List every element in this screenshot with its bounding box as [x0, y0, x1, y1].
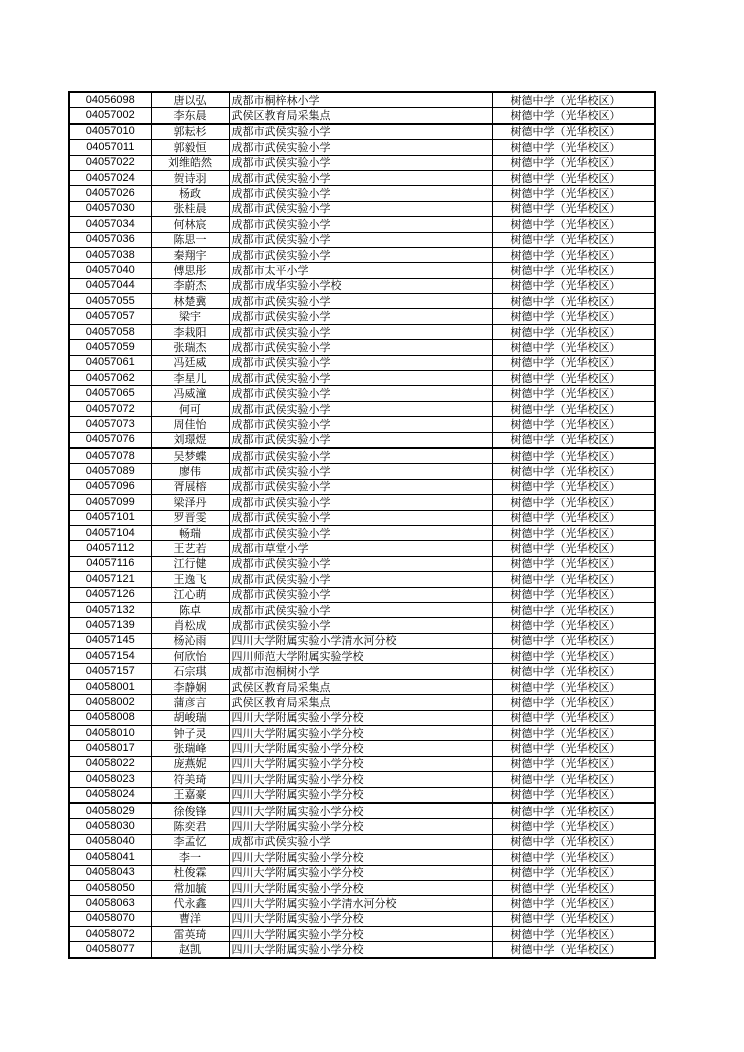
table-row [69, 355, 655, 370]
school-cell: 四川大学附属实验小学分校 [229, 803, 492, 819]
school-cell: 四川大学附属实验小学分校 [229, 741, 492, 756]
school-cell: 成都市武侯实验小学 [229, 309, 492, 324]
table-row [69, 170, 655, 185]
school-cell: 武侯区教育局采集点 [229, 108, 492, 124]
school-cell: 成都市桐梓林小学 [229, 92, 492, 108]
admitted-school-cell: 树德中学（光华校区） [492, 525, 655, 540]
table-row [69, 618, 655, 633]
student-id-cell: 04057024 [69, 170, 151, 185]
admitted-school-cell: 树德中学（光华校区） [492, 756, 655, 771]
school-cell: 成都市武侯实验小学 [229, 556, 492, 571]
student-name-cell: 李蔚杰 [151, 278, 229, 293]
student-name-cell: 何欣怡 [151, 649, 229, 664]
admitted-school-cell: 树德中学（光华校区） [492, 772, 655, 787]
student-name-cell: 冯廷威 [151, 355, 229, 370]
school-cell: 四川师范大学附属实验学校 [229, 649, 492, 664]
student-name-cell: 李孟忆 [151, 834, 229, 849]
student-id-cell: 04057145 [69, 633, 151, 648]
student-id-cell: 04058077 [69, 942, 151, 958]
student-id-cell: 04057026 [69, 186, 151, 201]
school-cell: 成都市武侯实验小学 [229, 525, 492, 540]
school-cell: 成都市武侯实验小学 [229, 124, 492, 140]
table-row [69, 495, 655, 510]
student-name-cell: 郭耘杉 [151, 124, 229, 140]
school-cell: 四川大学附属实验小学分校 [229, 942, 492, 958]
student-name-cell: 罗晋雯 [151, 510, 229, 525]
admitted-school-cell: 树德中学（光华校区） [492, 679, 655, 694]
student-name-cell: 代永鑫 [151, 896, 229, 911]
admitted-school-cell: 树德中学（光华校区） [492, 170, 655, 185]
admitted-school-cell: 树德中学（光华校区） [492, 340, 655, 355]
student-id-cell: 04058017 [69, 741, 151, 756]
school-cell: 成都市武侯实验小学 [229, 324, 492, 339]
school-cell: 四川大学附属实验小学分校 [229, 726, 492, 741]
student-name-cell: 张瑞峰 [151, 741, 229, 756]
table-row [69, 340, 655, 355]
student-id-cell: 04057061 [69, 355, 151, 370]
table-row [69, 649, 655, 664]
school-cell: 成都市武侯实验小学 [229, 355, 492, 370]
student-name-cell: 冯威潼 [151, 386, 229, 401]
student-name-cell: 杨沁雨 [151, 633, 229, 648]
school-cell: 成都市武侯实验小学 [229, 602, 492, 617]
student-id-cell: 04058008 [69, 710, 151, 725]
student-id-cell: 04057089 [69, 464, 151, 479]
school-cell: 成都市武侯实验小学 [229, 510, 492, 525]
student-name-cell: 李静娴 [151, 679, 229, 694]
student-id-cell: 04056098 [69, 92, 151, 108]
student-id-cell: 04057057 [69, 309, 151, 324]
student-name-cell: 何林宸 [151, 217, 229, 232]
admitted-school-cell: 树德中学（光华校区） [492, 108, 655, 124]
student-name-cell: 梁宇 [151, 309, 229, 324]
student-name-cell: 钟子灵 [151, 726, 229, 741]
student-name-cell: 王逸飞 [151, 572, 229, 587]
student-name-cell: 郭毅恒 [151, 140, 229, 155]
student-id-cell: 04057076 [69, 432, 151, 448]
student-id-cell: 04058041 [69, 850, 151, 865]
student-id-cell: 04058072 [69, 927, 151, 942]
student-name-cell: 唐以弘 [151, 92, 229, 108]
table-row [69, 479, 655, 494]
admitted-school-cell: 树德中学（光华校区） [492, 371, 655, 386]
table-row [69, 664, 655, 679]
student-name-cell: 石宗琪 [151, 664, 229, 679]
admitted-school-cell: 树德中学（光华校区） [492, 140, 655, 155]
admitted-school-cell: 树德中学（光华校区） [492, 124, 655, 140]
student-id-cell: 04057055 [69, 294, 151, 309]
student-id-cell: 04057038 [69, 247, 151, 262]
student-name-cell: 王艺若 [151, 541, 229, 556]
table-row [69, 278, 655, 293]
school-cell: 成都市武侯实验小学 [229, 217, 492, 232]
student-name-cell: 陈卓 [151, 602, 229, 617]
admitted-school-cell: 树德中学（光华校区） [492, 896, 655, 911]
school-cell: 成都市武侯实验小学 [229, 140, 492, 155]
admitted-school-cell: 树德中学（光华校区） [492, 294, 655, 309]
school-cell: 成都市武侯实验小学 [229, 371, 492, 386]
school-cell: 成都市武侯实验小学 [229, 186, 492, 201]
school-cell: 成都市武侯实验小学 [229, 170, 492, 185]
table-row [69, 602, 655, 617]
admitted-school-cell: 树德中学（光华校区） [492, 495, 655, 510]
admitted-school-cell: 树德中学（光华校区） [492, 232, 655, 247]
school-cell: 四川大学附属实验小学分校 [229, 772, 492, 787]
table-row [69, 386, 655, 401]
admitted-school-cell: 树德中学（光华校区） [492, 834, 655, 849]
admitted-school-cell: 树德中学（光华校区） [492, 92, 655, 108]
school-cell: 成都市成华实验小学校 [229, 278, 492, 293]
admitted-school-cell: 树德中学（光华校区） [492, 850, 655, 865]
table-row [69, 850, 655, 865]
admitted-school-cell: 树德中学（光华校区） [492, 432, 655, 448]
table-row [69, 371, 655, 386]
student-name-cell: 王嘉豪 [151, 787, 229, 803]
admitted-school-cell: 树德中学（光华校区） [492, 602, 655, 617]
admitted-school-cell: 树德中学（光华校区） [492, 942, 655, 958]
admitted-school-cell: 树德中学（光华校区） [492, 618, 655, 633]
table-row [69, 124, 655, 140]
school-cell: 四川大学附属实验小学分校 [229, 927, 492, 942]
student-name-cell: 雷英琦 [151, 927, 229, 942]
school-cell: 成都市武侯实验小学 [229, 294, 492, 309]
table-row [69, 819, 655, 834]
school-cell: 四川大学附属实验小学分校 [229, 710, 492, 725]
admitted-school-cell: 树德中学（光华校区） [492, 741, 655, 756]
admitted-school-cell: 树德中学（光华校区） [492, 510, 655, 525]
student-id-cell: 04058001 [69, 679, 151, 694]
student-id-cell: 04057022 [69, 155, 151, 170]
school-cell: 成都市武侯实验小学 [229, 340, 492, 355]
student-name-cell: 刘璟煜 [151, 432, 229, 448]
student-id-cell: 04058043 [69, 865, 151, 880]
table-row [69, 772, 655, 787]
student-id-cell: 04057132 [69, 602, 151, 617]
admitted-school-cell: 树德中学（光华校区） [492, 247, 655, 262]
student-name-cell: 秦翔宇 [151, 247, 229, 262]
table-row [69, 756, 655, 771]
table-row [69, 710, 655, 725]
student-name-cell: 刘维皓然 [151, 155, 229, 170]
student-id-cell: 04057011 [69, 140, 151, 155]
school-cell: 成都市武侯实验小学 [229, 232, 492, 247]
student-name-cell: 张瑞杰 [151, 340, 229, 355]
student-name-cell: 江行健 [151, 556, 229, 571]
school-cell: 四川大学附属实验小学分校 [229, 850, 492, 865]
student-name-cell: 蒲彦言 [151, 695, 229, 710]
school-cell: 成都市武侯实验小学 [229, 201, 492, 216]
table-row [69, 726, 655, 741]
student-name-cell: 庞燕妮 [151, 756, 229, 771]
student-id-cell: 04057121 [69, 572, 151, 587]
admitted-school-cell: 树德中学（光华校区） [492, 880, 655, 895]
student-admission-table [68, 91, 656, 959]
table-row [69, 572, 655, 587]
student-id-cell: 04058063 [69, 896, 151, 911]
admitted-school-cell: 树德中学（光华校区） [492, 664, 655, 679]
student-id-cell: 04058024 [69, 787, 151, 803]
student-id-cell: 04058029 [69, 803, 151, 819]
table-row [69, 741, 655, 756]
admitted-school-cell: 树德中学（光华校区） [492, 787, 655, 803]
admitted-school-cell: 树德中学（光华校区） [492, 927, 655, 942]
student-id-cell: 04057059 [69, 340, 151, 355]
table-row [69, 865, 655, 880]
student-id-cell: 04057044 [69, 278, 151, 293]
school-cell: 四川大学附属实验小学清水河分校 [229, 633, 492, 648]
student-id-cell: 04057036 [69, 232, 151, 247]
admitted-school-cell: 树德中学（光华校区） [492, 309, 655, 324]
table-body [69, 92, 655, 958]
student-name-cell: 胥展榕 [151, 479, 229, 494]
student-name-cell: 曹洋 [151, 911, 229, 926]
admitted-school-cell: 树德中学（光华校区） [492, 201, 655, 216]
student-name-cell: 杨政 [151, 186, 229, 201]
admitted-school-cell: 树德中学（光华校区） [492, 324, 655, 339]
student-name-cell: 陈奕君 [151, 819, 229, 834]
student-id-cell: 04058050 [69, 880, 151, 895]
school-cell: 成都市武侯实验小学 [229, 432, 492, 448]
school-cell: 四川大学附属实验小学分校 [229, 756, 492, 771]
student-name-cell: 梁泽丹 [151, 495, 229, 510]
table-row [69, 525, 655, 540]
school-cell: 四川大学附属实验小学分校 [229, 787, 492, 803]
student-name-cell: 李星儿 [151, 371, 229, 386]
school-cell: 武侯区教育局采集点 [229, 695, 492, 710]
student-name-cell: 李一 [151, 850, 229, 865]
admitted-school-cell: 树德中学（光华校区） [492, 865, 655, 880]
student-id-cell: 04057010 [69, 124, 151, 140]
admitted-school-cell: 树德中学（光华校区） [492, 911, 655, 926]
table-row [69, 432, 655, 448]
school-cell: 四川大学附属实验小学分校 [229, 911, 492, 926]
table-row [69, 201, 655, 216]
admitted-school-cell: 树德中学（光华校区） [492, 417, 655, 432]
student-id-cell: 04057065 [69, 386, 151, 401]
admitted-school-cell: 树德中学（光华校区） [492, 401, 655, 416]
table-row [69, 448, 655, 464]
admitted-school-cell: 树德中学（光华校区） [492, 355, 655, 370]
admitted-school-cell: 树德中学（光华校区） [492, 587, 655, 602]
table-row [69, 911, 655, 926]
school-cell: 成都市武侯实验小学 [229, 401, 492, 416]
school-cell: 成都市武侯实验小学 [229, 572, 492, 587]
student-id-cell: 04057062 [69, 371, 151, 386]
student-name-cell: 吴梦蝶 [151, 448, 229, 464]
school-cell: 成都市武侯实验小学 [229, 386, 492, 401]
admitted-school-cell: 树德中学（光华校区） [492, 819, 655, 834]
admitted-school-cell: 树德中学（光华校区） [492, 186, 655, 201]
school-cell: 成都市武侯实验小学 [229, 155, 492, 170]
table-row [69, 587, 655, 602]
student-name-cell: 周佳怡 [151, 417, 229, 432]
student-name-cell: 常加毓 [151, 880, 229, 895]
student-id-cell: 04058040 [69, 834, 151, 849]
admitted-school-cell: 树德中学（光华校区） [492, 217, 655, 232]
admitted-school-cell: 树德中学（光华校区） [492, 572, 655, 587]
admitted-school-cell: 树德中学（光华校区） [492, 386, 655, 401]
student-id-cell: 04057112 [69, 541, 151, 556]
admitted-school-cell: 树德中学（光华校区） [492, 649, 655, 664]
student-name-cell: 肖松成 [151, 618, 229, 633]
admitted-school-cell: 树德中学（光华校区） [492, 710, 655, 725]
student-id-cell: 04057139 [69, 618, 151, 633]
table-row [69, 834, 655, 849]
student-id-cell: 04057104 [69, 525, 151, 540]
school-cell: 成都市武侯实验小学 [229, 417, 492, 432]
student-id-cell: 04057034 [69, 217, 151, 232]
table-row [69, 896, 655, 911]
table-row [69, 803, 655, 819]
table-row [69, 263, 655, 278]
admitted-school-cell: 树德中学（光华校区） [492, 263, 655, 278]
student-id-cell: 04057030 [69, 201, 151, 216]
table-row [69, 92, 655, 108]
admitted-school-cell: 树德中学（光华校区） [492, 479, 655, 494]
school-cell: 四川大学附属实验小学分校 [229, 880, 492, 895]
table-row [69, 695, 655, 710]
student-name-cell: 胡峻瑞 [151, 710, 229, 725]
student-id-cell: 04058002 [69, 695, 151, 710]
student-name-cell: 李东晨 [151, 108, 229, 124]
student-name-cell: 张桂晨 [151, 201, 229, 216]
admitted-school-cell: 树德中学（光华校区） [492, 633, 655, 648]
school-cell: 四川大学附属实验小学分校 [229, 865, 492, 880]
table-row [69, 880, 655, 895]
student-id-cell: 04058030 [69, 819, 151, 834]
admitted-school-cell: 树德中学（光华校区） [492, 726, 655, 741]
student-id-cell: 04057154 [69, 649, 151, 664]
table-row [69, 927, 655, 942]
table-row [69, 464, 655, 479]
table-row [69, 541, 655, 556]
student-id-cell: 04057116 [69, 556, 151, 571]
table-row [69, 247, 655, 262]
student-name-cell: 杜俊霖 [151, 865, 229, 880]
admitted-school-cell: 树德中学（光华校区） [492, 278, 655, 293]
table-row [69, 556, 655, 571]
student-id-cell: 04058010 [69, 726, 151, 741]
school-cell: 成都市武侯实验小学 [229, 618, 492, 633]
student-id-cell: 04057078 [69, 448, 151, 464]
table-row [69, 294, 655, 309]
student-id-cell: 04057073 [69, 417, 151, 432]
student-id-cell: 04058023 [69, 772, 151, 787]
admitted-school-cell: 树德中学（光华校区） [492, 541, 655, 556]
school-cell: 成都市武侯实验小学 [229, 834, 492, 849]
table-row [69, 324, 655, 339]
student-name-cell: 畅瑞 [151, 525, 229, 540]
school-cell: 成都市泡桐树小学 [229, 664, 492, 679]
admitted-school-cell: 树德中学（光华校区） [492, 464, 655, 479]
student-id-cell: 04057096 [69, 479, 151, 494]
school-cell: 成都市武侯实验小学 [229, 448, 492, 464]
admitted-school-cell: 树德中学（光华校区） [492, 695, 655, 710]
table-row [69, 155, 655, 170]
school-cell: 成都市武侯实验小学 [229, 479, 492, 494]
student-id-cell: 04057099 [69, 495, 151, 510]
student-id-cell: 04057157 [69, 664, 151, 679]
admitted-school-cell: 树德中学（光华校区） [492, 556, 655, 571]
student-name-cell: 贺诗羽 [151, 170, 229, 185]
table-row [69, 232, 655, 247]
table-row [69, 417, 655, 432]
school-cell: 成都市武侯实验小学 [229, 247, 492, 262]
student-name-cell: 赵凯 [151, 942, 229, 958]
table-row [69, 787, 655, 803]
student-id-cell: 04058070 [69, 911, 151, 926]
student-name-cell: 何可 [151, 401, 229, 416]
admitted-school-cell: 树德中学（光华校区） [492, 803, 655, 819]
student-name-cell: 江心萌 [151, 587, 229, 602]
student-name-cell: 廖伟 [151, 464, 229, 479]
school-cell: 武侯区教育局采集点 [229, 679, 492, 694]
table-row [69, 510, 655, 525]
school-cell: 成都市武侯实验小学 [229, 587, 492, 602]
school-cell: 成都市草堂小学 [229, 541, 492, 556]
student-id-cell: 04057040 [69, 263, 151, 278]
student-name-cell: 李栽阳 [151, 324, 229, 339]
student-id-cell: 04057101 [69, 510, 151, 525]
student-id-cell: 04057002 [69, 108, 151, 124]
table-row [69, 186, 655, 201]
table-row [69, 108, 655, 124]
table-row [69, 401, 655, 416]
student-id-cell: 04057072 [69, 401, 151, 416]
school-cell: 成都市武侯实验小学 [229, 464, 492, 479]
table-row [69, 633, 655, 648]
table-row [69, 679, 655, 694]
school-cell: 成都市武侯实验小学 [229, 495, 492, 510]
student-name-cell: 陈思一 [151, 232, 229, 247]
student-name-cell: 符美琦 [151, 772, 229, 787]
admitted-school-cell: 树德中学（光华校区） [492, 155, 655, 170]
student-name-cell: 徐俊锋 [151, 803, 229, 819]
student-name-cell: 林楚冀 [151, 294, 229, 309]
table-row [69, 140, 655, 155]
student-id-cell: 04057126 [69, 587, 151, 602]
admitted-school-cell: 树德中学（光华校区） [492, 448, 655, 464]
student-id-cell: 04058022 [69, 756, 151, 771]
table-row [69, 309, 655, 324]
school-cell: 成都市太平小学 [229, 263, 492, 278]
table-row [69, 217, 655, 232]
table-row [69, 942, 655, 958]
school-cell: 四川大学附属实验小学分校 [229, 819, 492, 834]
student-name-cell: 傅思彤 [151, 263, 229, 278]
student-id-cell: 04057058 [69, 324, 151, 339]
school-cell: 四川大学附属实验小学清水河分校 [229, 896, 492, 911]
